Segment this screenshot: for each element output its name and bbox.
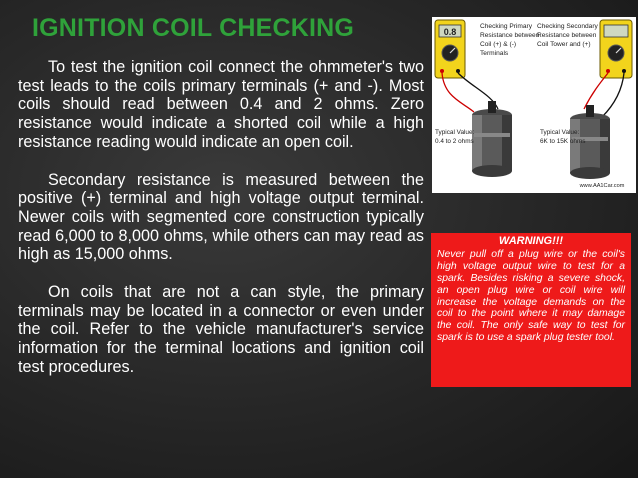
paragraph-primary: To test the ignition coil connect the ohmmeter's two test leads to the coils primary terminals (+ and -). Most coils should read between 0.4 and 2 ohms. Zero resistance would indicate a shorted coil while a high resistance reading would indicate an open coil. [18,58,424,151]
right-typical-value: Typical Value: 6K to 15K ohms [540,129,586,145]
meter-reading: 0.8 [443,27,457,37]
paragraph-connector: On coils that are not a can style, the primary terminals may be located in a connector or even under the coil. Refer to the vehicle manufacturer's service information for the terminal locations and ignition coil test procedures. [18,283,424,376]
slide-title: IGNITION COIL CHECKING [32,14,355,42]
right-multimeter-icon [600,20,632,78]
coil-test-illustration [432,17,636,193]
left-multimeter-icon [435,20,465,78]
left-caption: Checking Primary Resistance between Coil (+) & (-) Terminals [480,23,540,57]
body-text [18,58,424,396]
right-caption: Checking Secondary Resistance between Coil Tower and (+) [537,23,598,48]
website-credit: www.AA1Car.com [579,183,625,189]
paragraph-secondary: Secondary resistance is measured between the positive (+) terminal and high voltage output terminal. Newer coils with segmented core construction typically read 6,000 to 8,000 ohms, while others can may read as high as 15,000 ohms. [18,170,424,264]
warning-box [431,233,631,387]
left-typical-value: Typical Value: 0.4 to 2 ohms [435,129,475,145]
left-ignition-coil-icon [472,101,512,177]
warning-heading: WARNING!!! [498,235,564,247]
warning-text: Never pull off a plug wire or the coil's high voltage output wire to test for a spark. Besides risking a severe shock, an open plug wire or coil wire will increase the voltage demands on the coil to the point where it may damage the coil. The only safe way to test for spark is to use a spark plug tester tool. [437,248,625,344]
